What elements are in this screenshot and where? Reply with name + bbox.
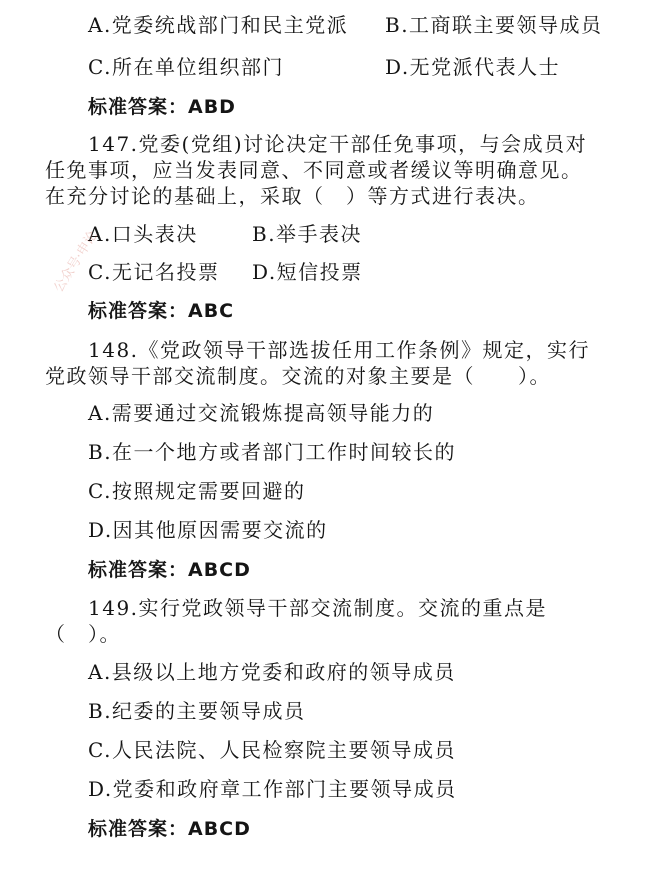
q149-option-d: D.党委和政府章工作部门主要领导成员 bbox=[88, 777, 457, 801]
q146-option-a: A.党委统战部门和民主党派 bbox=[88, 13, 349, 37]
q146-option-c: C.所在单位组织部门 bbox=[88, 55, 284, 79]
q146-option-d: D.无党派代表人士 bbox=[385, 55, 561, 79]
q149-option-c: C.人民法院、人民检察院主要领导成员 bbox=[88, 738, 456, 762]
q149-option-b: B.纪委的主要领导成员 bbox=[88, 699, 306, 723]
q147-option-c: C.无记名投票 bbox=[88, 260, 220, 284]
q147-stem-line3: 在充分讨论的基础上，采取（ ）等方式进行表决。 bbox=[45, 184, 540, 208]
q148-stem-line2: 党政领导干部交流制度。交流的对象主要是（ ）。 bbox=[45, 364, 551, 388]
q148-stem-line1: 148.《党政领导干部选拔任用工作条例》规定，实行 bbox=[88, 338, 591, 362]
q147-option-a: A.口头表决 bbox=[88, 222, 198, 246]
q149-answer: 标准答案：ABCD bbox=[88, 818, 251, 840]
q146-answer: 标准答案：ABD bbox=[88, 96, 236, 118]
q148-option-d: D.因其他原因需要交流的 bbox=[88, 518, 328, 542]
q147-stem-line1: 147.党委(党组)讨论决定干部任免事项，与会成员对 bbox=[88, 132, 588, 156]
q147-stem-line2: 任免事项，应当发表同意、不同意或者缓议等明确意见。 bbox=[45, 158, 583, 182]
q148-option-c: C.按照规定需要回避的 bbox=[88, 479, 306, 503]
q149-option-a: A.县级以上地方党委和政府的领导成员 bbox=[88, 660, 456, 684]
q146-option-b: B.工商联主要领导成员 bbox=[385, 13, 603, 37]
q147-option-b: B.举手表决 bbox=[252, 222, 363, 246]
q147-option-d: D.短信投票 bbox=[252, 260, 363, 284]
q148-option-a: A.需要通过交流锻炼提高领导能力的 bbox=[88, 401, 435, 425]
q148-answer: 标准答案：ABCD bbox=[88, 559, 251, 581]
q148-option-b: B.在一个地方或者部门工作时间较长的 bbox=[88, 440, 457, 464]
q149-stem-line1: 149.实行党政领导干部交流制度。交流的重点是 bbox=[88, 596, 548, 620]
q147-answer: 标准答案：ABC bbox=[88, 300, 235, 322]
q149-stem-line2: （ ）。 bbox=[45, 622, 121, 646]
watermark: 公众号·申论 bbox=[51, 228, 101, 296]
